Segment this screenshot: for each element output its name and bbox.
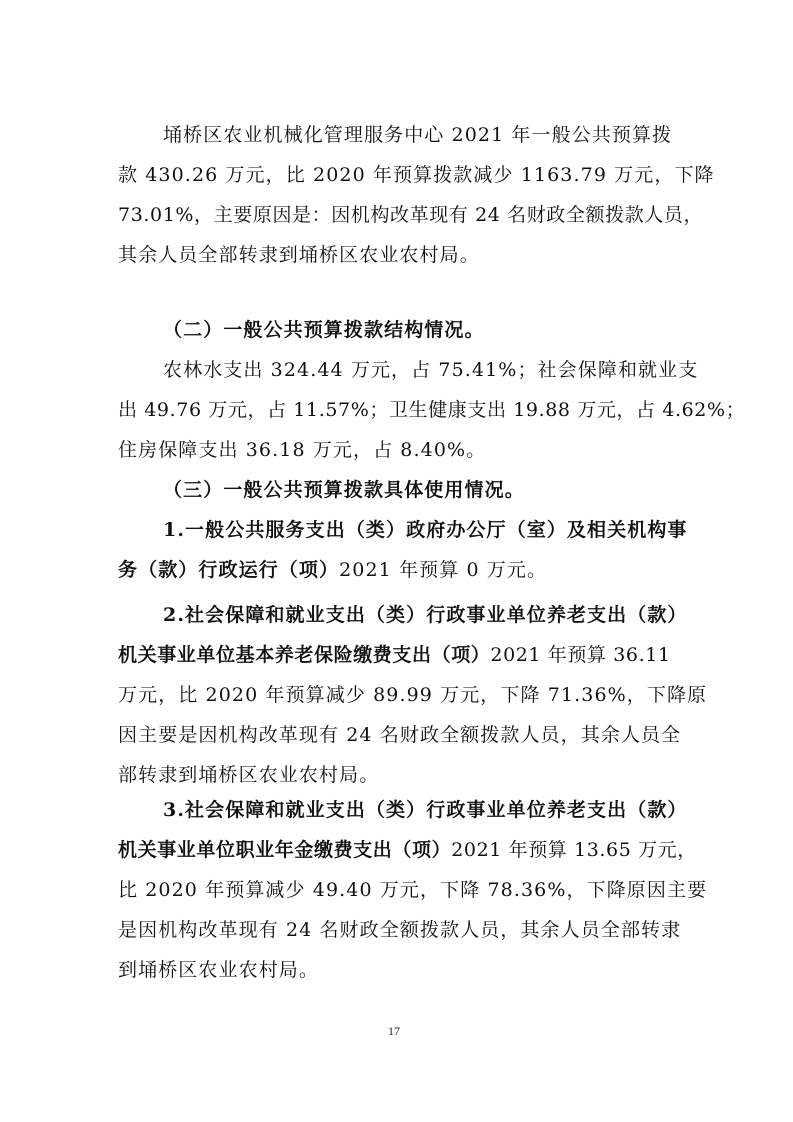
item2-line-4: 因主要是因机构改革现有 24 名财政全额拨款人员，其余人员全 (118, 724, 682, 746)
item2-line-1: 2.社会保障和就业支出（类）行政事业单位养老支出（款） (163, 604, 688, 626)
item3-line-3: 比 2020 年预算减少 49.40 万元，下降 78.36%，下降原因主要 (118, 879, 708, 901)
intro-line-2: 款 430.26 万元，比 2020 年预算拨款减少 1163.79 万元，下降 (118, 164, 715, 186)
item2-line-5: 部转隶到埇桥区农业农村局。 (118, 764, 380, 786)
item3-line-5: 到埇桥区农业农村局。 (118, 959, 320, 981)
item2-line-2 (118, 643, 671, 667)
item3-line-2-rest: 2021 年预算 13.65 万元， (451, 839, 697, 861)
page-number: 17 (388, 1024, 400, 1038)
item1-line-2 (118, 558, 547, 582)
item3-line-2 (118, 838, 697, 862)
item1-line-2-bold: 务（款）行政运行（项） (118, 559, 340, 581)
item3-line-1: 3.社会保障和就业支出（类）行政事业单位养老支出（款） (163, 799, 688, 821)
item3-line-2-bold: 机关事业单位职业年金缴费支出（项） (118, 839, 452, 861)
item2-line-3: 万元，比 2020 年预算减少 89.99 万元，下降 71.36%，下降原 (118, 684, 708, 706)
item3-line-4: 是因机构改革现有 24 名财政全额拨款人员，其余人员全部转隶 (118, 919, 682, 941)
section2-line-1: 农林水支出 324.44 万元，占 75.41%；社会保障和就业支 (163, 359, 699, 381)
intro-line-3: 73.01%，主要原因是：因机构改革现有 24 名财政全额拨款人员， (118, 204, 704, 226)
item1-line-2-rest: 2021 年预算 0 万元。 (339, 559, 548, 581)
item1-line-1: 1.一般公共服务支出（类）政府办公厅（室）及相关机构事 (163, 519, 688, 541)
section2-heading: （二）一般公共预算拨款结构情况。 (163, 319, 485, 341)
section2-line-2: 出 49.76 万元，占 11.57%；卫生健康支出 19.88 万元，占 4.62%； (118, 399, 746, 421)
intro-line-4: 其余人员全部转隶到埇桥区农业农村局。 (118, 244, 480, 266)
intro-line-1: 埇桥区农业机械化管理服务中心 2021 年一般公共预算拨 (163, 124, 673, 146)
item2-line-2-rest: 2021 年预算 36.11 (490, 644, 671, 666)
section2-line-3: 住房保障支出 36.18 万元，占 8.40%。 (118, 439, 487, 461)
section3-heading: （三）一般公共预算拨款具体使用情况。 (163, 479, 525, 501)
item2-line-2-bold: 机关事业单位基本养老保险缴费支出（项） (118, 644, 491, 666)
